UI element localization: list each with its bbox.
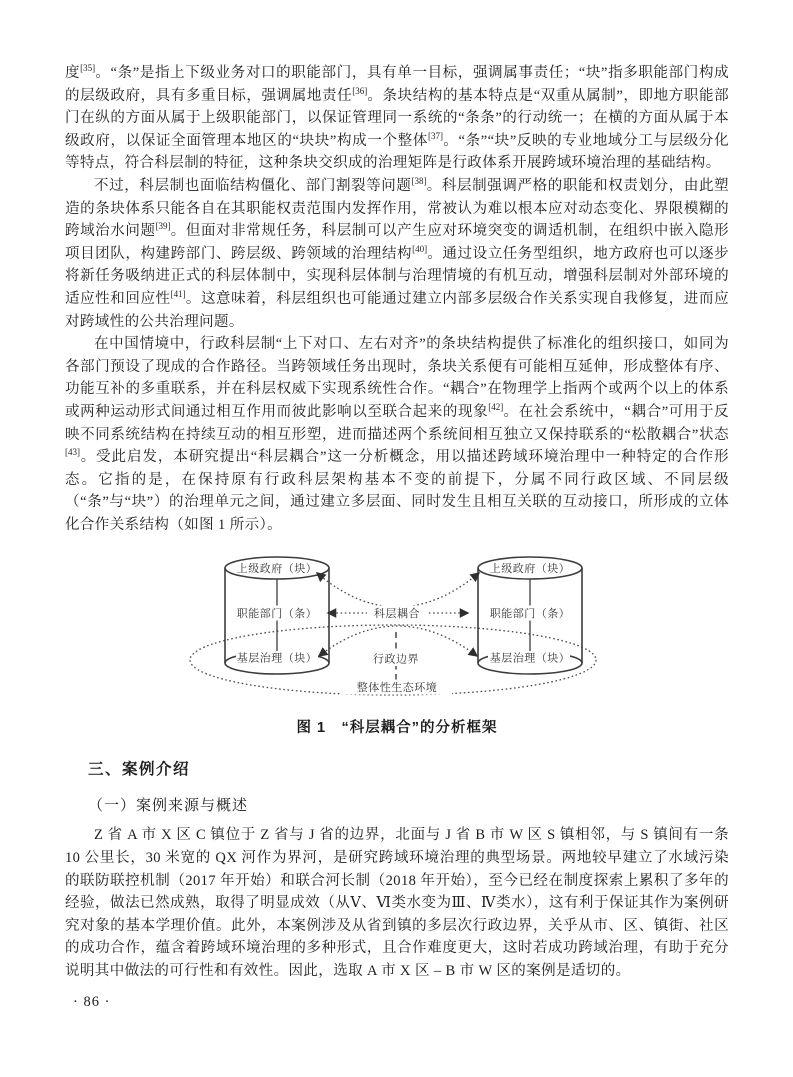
figure-caption: 图 1 “科层耦合”的分析框架: [296, 720, 498, 737]
page-number: · 86 ·: [73, 993, 111, 1010]
left-node-bottom-label: 基层治理（块）: [236, 652, 318, 665]
left-node-top-label: 上级政府（块）: [236, 563, 318, 576]
figure-1: [65, 544, 729, 737]
coupling-label: 科层耦合: [374, 608, 420, 621]
body-paragraph-2: 不过，科层制也面临结构僵化、部门割裂等问题[38]。科层制强调严格的职能和权责划分，由此塑造的条块体系只能各自在其职能权责范围内发挥作用，常被认为难以根本应对动态变化、界限模糊的跨域治水问题[39]。但面对非常规任务，科层制可以产生应对环境突变的调适机制，在组织中嵌入隐形项目团队，构建跨部门、跨层级、跨领域的治理结构[40]。通过设立任务型组织，地方政府也可以逐步将新任务吸纳进正式的科层体制中，实现科层体制与治理情境的有机互动，增强科层制对外部环境的适应性和回应性[41]。这意味着，科层组织也可能通过建立内部多层级合作关系实现自我修复，进而应对跨域性的公共治理问题。: [65, 176, 729, 330]
body-paragraph-3: 在中国情境中，行政科层制“上下对口、左右对齐”的条块结构提供了标准化的组织接口，如同为各部门预设了现成的合作路径。当跨领域任务出现时，条块关系便有可能相互延伸，形成整体有序、功能互补的多重联系，并在科层权威下实现系统性合作。“耦合”在物理学上指两个或两个以上的体系或两种运动形式间通过相互作用而彼此影响以至联合起来的现象[42]。在社会系统中，“耦合”可用于反映不同系统结构在持续互动的相互形塑，进而描述两个系统间相互独立又保持联系的“松散耦合”状态[43]。受此启发，本研究提出“科层耦合”这一分析概念，用以描述跨域环境治理中一种特定的合作形态。它指的是，在保持原有行政科层架构基本不变的前提下，分属不同行政区域、不同层级（“条”与“块”）的治理单元之间，通过建立多层面、同时发生且相互关联的互动接口，所形成的立体化合作关系结构（如图 1 所示）。: [65, 336, 729, 533]
left-node-mid-label: 职能部门（条）: [236, 608, 318, 621]
ecosystem-label: 整体性生态环境: [356, 682, 438, 695]
right-node-bottom-label: 基层治理（块）: [489, 652, 571, 665]
subsection-heading-case-source: （一）案例来源与概述: [88, 798, 249, 815]
body-paragraph-4: Z 省 A 市 X 区 C 镇位于 Z 省与 J 省的边界，北面与 J 省 B 市 W 区 S 镇相邻，与 S 镇间有一条 10 公里长，30 米宽的 QX 河作为界河，是研究跨域环境治理的典型场景。两地较早建立了水域污染的联防联控机制（2017 年开始）和联合河长制（2018 年开始），至今已经在制度探索上累积了多年的经验，做法已然成熟，取得了明显成效（从Ⅴ、Ⅵ类水变为Ⅲ、Ⅳ类水），这有利于保证其作为案例研究对象的基本学理价值。此外，本案例涉及从省到镇的多层次行政边界，关乎从市、区、镇街、社区的成功合作，蕴含着跨域环境治理的多种形式，且合作难度更大，这时若成功跨域治理，有助于充分说明其中做法的可行性和有效性。因此，选取 A 市 X 区 – B 市 W 区的案例是适切的。: [65, 827, 729, 980]
right-node-mid-label: 职能部门（条）: [489, 608, 571, 621]
hierarchy-coupling-diagram: [167, 544, 627, 702]
coupling-link-top: [317, 573, 479, 607]
right-node-top-label: 上级政府（块）: [489, 563, 571, 576]
section-heading-case-introduction: 三、案例介绍: [88, 761, 191, 779]
admin-boundary-label: 行政边界: [373, 653, 419, 666]
body-paragraph-1: 度[35]。“条”是指上下级业务对口的职能部门，具有单一目标，强调属事责任；“块”指多职能部门构成的层级政府，具有多重目标，强调属地责任[36]。条块结构的基本特点是“双重从属制”，即地方职能部门在纵的方面从属于上级职能部门，以保证管理同一系统的“条条”的行动统一；在横的方面从属于本级政府，以保证全面管理本地区的“块块”构成一个整体[37]。“条”“块”反映的专业地域分工与层级分化等特点，符合科层制的特征，这种条块交织成的治理矩阵是行政体系开展跨域环境治理的基础结构。: [65, 63, 730, 172]
